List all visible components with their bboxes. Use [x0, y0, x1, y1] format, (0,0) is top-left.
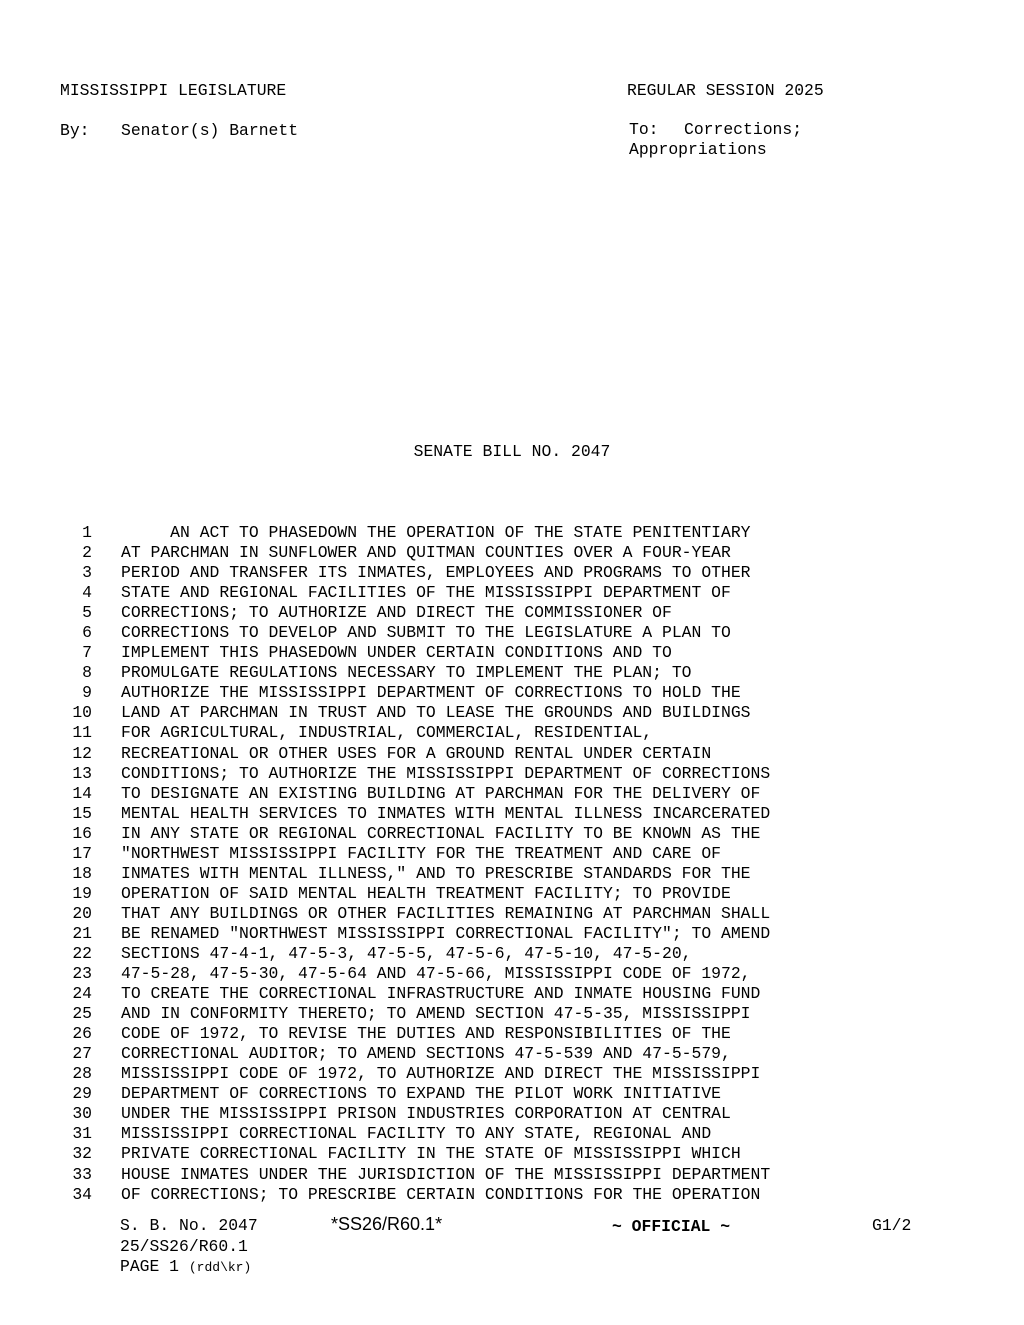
bill-line	[60, 1185, 940, 1205]
sponsor-label: By:	[60, 121, 90, 140]
line-number: 12	[72, 743, 92, 763]
bill-line	[60, 864, 940, 884]
line-text: "NORTHWEST MISSISSIPPI FACILITY FOR THE TREATMENT AND CARE OF	[121, 843, 721, 863]
line-text: INMATES WITH MENTAL ILLNESS," AND TO PRESCRIBE STANDARDS FOR THE	[121, 863, 751, 883]
line-number: 31	[72, 1124, 92, 1144]
bill-line	[60, 603, 940, 623]
bill-line	[60, 1044, 940, 1064]
line-text: PERIOD AND TRANSFER ITS INMATES, EMPLOYEES AND PROGRAMS TO OTHER	[121, 563, 751, 583]
typist-initials: (rdd\kr)	[188, 1260, 252, 1275]
line-number: 17	[72, 843, 92, 863]
bill-line	[60, 1124, 940, 1144]
line-number: 13	[72, 763, 92, 783]
line-number: 3	[82, 563, 92, 583]
line-text: CORRECTIONS TO DEVELOP AND SUBMIT TO THE LEGISLATURE A PLAN TO	[121, 623, 731, 643]
bill-line	[60, 1064, 940, 1084]
line-text: THAT ANY BUILDINGS OR OTHER FACILITIES REMAINING AT PARCHMAN SHALL	[121, 903, 771, 923]
line-number: 7	[82, 643, 92, 663]
line-number: 11	[72, 723, 92, 743]
line-text: CODE OF 1972, TO REVISE THE DUTIES AND RESPONSIBILITIES OF THE	[121, 1024, 731, 1044]
bill-line	[60, 543, 940, 563]
bill-title: SENATE BILL NO. 2047	[413, 442, 611, 461]
line-text: AND IN CONFORMITY THERETO; TO AMEND SECTION 47-5-35, MISSISSIPPI	[121, 1004, 751, 1024]
line-text: 47-5-28, 47-5-30, 47-5-64 AND 47-5-66, MISSISSIPPI CODE OF 1972,	[121, 964, 751, 984]
line-text: PRIVATE CORRECTIONAL FACILITY IN THE STATE OF MISSISSIPPI WHICH	[121, 1144, 741, 1164]
line-text: DEPARTMENT OF CORRECTIONS TO EXPAND THE PILOT WORK INITIATIVE	[121, 1084, 721, 1104]
bill-line	[60, 904, 940, 924]
line-number: 15	[72, 803, 92, 823]
line-number: 6	[82, 623, 92, 643]
line-number: 9	[82, 683, 92, 703]
line-text: CORRECTIONAL AUDITOR; TO AMEND SECTIONS 47-5-539 AND 47-5-579,	[121, 1044, 731, 1064]
bill-line	[60, 623, 940, 643]
line-text: IMPLEMENT THIS PHASEDOWN UNDER CERTAIN CONDITIONS AND TO	[121, 643, 672, 663]
line-number: 16	[72, 823, 92, 843]
line-text: LAND AT PARCHMAN IN TRUST AND TO LEASE THE GROUNDS AND BUILDINGS	[121, 703, 751, 723]
footer-document-id: 25/SS26/R60.1	[120, 1237, 248, 1256]
footer-page-code: G1/2	[872, 1216, 912, 1235]
line-text: FOR AGRICULTURAL, INDUSTRIAL, COMMERCIAL, RESIDENTIAL,	[121, 723, 653, 743]
line-number: 22	[72, 943, 92, 963]
line-number: 14	[72, 783, 92, 803]
referral-label: To:	[629, 120, 659, 139]
line-number: 32	[72, 1144, 92, 1164]
bill-line	[60, 1165, 940, 1185]
sponsor-line	[60, 121, 298, 141]
bill-line	[60, 1084, 940, 1104]
committee-referral	[629, 120, 802, 160]
line-number: 8	[82, 663, 92, 683]
bill-line	[60, 824, 940, 844]
line-text: MENTAL HEALTH SERVICES TO INMATES WITH MENTAL ILLNESS INCARCERATED	[121, 803, 771, 823]
footer-barcode-text: *SS26/R60.1*	[331, 1214, 443, 1234]
line-text: HOUSE INMATES UNDER THE JURISDICTION OF THE MISSISSIPPI DEPARTMENT	[121, 1164, 771, 1184]
bill-line	[60, 1104, 940, 1124]
line-number: 23	[72, 964, 92, 984]
bill-line	[60, 784, 940, 804]
bill-line	[60, 523, 940, 543]
line-number: 2	[82, 543, 92, 563]
bill-line	[60, 703, 940, 723]
bill-line	[60, 663, 940, 683]
referral-committee-1: Corrections;	[684, 120, 803, 139]
line-text: PROMULGATE REGULATIONS NECESSARY TO IMPLEMENT THE PLAN; TO	[121, 663, 692, 683]
line-text: CONDITIONS; TO AUTHORIZE THE MISSISSIPPI DEPARTMENT OF CORRECTIONS	[121, 763, 771, 783]
line-text: MISSISSIPPI CODE OF 1972, TO AUTHORIZE AND DIRECT THE MISSISSIPPI	[121, 1064, 761, 1084]
line-text: SECTIONS 47-4-1, 47-5-3, 47-5-5, 47-5-6, 47-5-10, 47-5-20,	[121, 943, 692, 963]
bill-line	[60, 563, 940, 583]
legislature-name: MISSISSIPPI LEGISLATURE	[60, 81, 287, 100]
line-number: 30	[72, 1104, 92, 1124]
line-text: TO DESIGNATE AN EXISTING BUILDING AT PARCHMAN FOR THE DELIVERY OF	[121, 783, 761, 803]
bill-line	[60, 723, 940, 743]
bill-line	[60, 884, 940, 904]
bill-line	[60, 944, 940, 964]
bill-line	[60, 844, 940, 864]
footer-official-mark: ~ OFFICIAL ~	[612, 1217, 731, 1236]
bill-text	[60, 523, 940, 1205]
line-number: 5	[82, 603, 92, 623]
bill-line	[60, 583, 940, 603]
line-text: OPERATION OF SAID MENTAL HEALTH TREATMENT FACILITY; TO PROVIDE	[121, 883, 731, 903]
bill-line	[60, 964, 940, 984]
line-number: 29	[72, 1084, 92, 1104]
line-number: 21	[72, 923, 92, 943]
line-text: CORRECTIONS; TO AUTHORIZE AND DIRECT THE COMMISSIONER OF	[121, 603, 672, 623]
bill-line	[60, 924, 940, 944]
line-text: OF CORRECTIONS; TO PRESCRIBE CERTAIN CONDITIONS FOR THE OPERATION	[121, 1184, 761, 1204]
bill-line	[60, 1144, 940, 1164]
line-number: 18	[72, 863, 92, 883]
bill-line	[60, 744, 940, 764]
line-text: STATE AND REGIONAL FACILITIES OF THE MISSISSIPPI DEPARTMENT OF	[121, 583, 731, 603]
referral-committee-2: Appropriations	[629, 140, 767, 159]
line-number: 20	[72, 903, 92, 923]
line-text: IN ANY STATE OR REGIONAL CORRECTIONAL FACILITY TO BE KNOWN AS THE	[121, 823, 761, 843]
line-number: 4	[82, 583, 92, 603]
line-text: AN ACT TO PHASEDOWN THE OPERATION OF THE STATE PENITENTIARY	[121, 523, 751, 542]
bill-line	[60, 764, 940, 784]
line-text: AT PARCHMAN IN SUNFLOWER AND QUITMAN COUNTIES OVER A FOUR-YEAR	[121, 543, 731, 563]
line-text: AUTHORIZE THE MISSISSIPPI DEPARTMENT OF CORRECTIONS TO HOLD THE	[121, 683, 741, 703]
line-number: 27	[72, 1044, 92, 1064]
bill-line	[60, 804, 940, 824]
bill-line	[60, 984, 940, 1004]
line-number: 26	[72, 1024, 92, 1044]
sponsor-name: Senator(s) Barnett	[121, 121, 299, 140]
footer-bill-reference: S. B. No. 2047	[120, 1216, 258, 1235]
line-number: 33	[72, 1164, 92, 1184]
line-number: 34	[72, 1184, 92, 1204]
line-text: TO CREATE THE CORRECTIONAL INFRASTRUCTURE AND INMATE HOUSING FUND	[121, 984, 761, 1004]
line-text: BE RENAMED "NORTHWEST MISSISSIPPI CORRECTIONAL FACILITY"; TO AMEND	[121, 923, 771, 943]
line-number: 19	[72, 883, 92, 903]
bill-line	[60, 1024, 940, 1044]
bill-line	[60, 683, 940, 703]
page-label: PAGE 1	[120, 1257, 180, 1276]
bill-line	[60, 1004, 940, 1024]
footer-page-number	[120, 1257, 251, 1278]
line-text: UNDER THE MISSISSIPPI PRISON INDUSTRIES CORPORATION AT CENTRAL	[121, 1104, 731, 1124]
line-number: 1	[82, 523, 92, 542]
line-number: 28	[72, 1064, 92, 1084]
session-label: REGULAR SESSION 2025	[627, 81, 824, 100]
line-number: 10	[72, 703, 92, 723]
line-text: MISSISSIPPI CORRECTIONAL FACILITY TO ANY STATE, REGIONAL AND	[121, 1124, 712, 1144]
line-text: RECREATIONAL OR OTHER USES FOR A GROUND RENTAL UNDER CERTAIN	[121, 743, 712, 763]
bill-line	[60, 643, 940, 663]
line-number: 24	[72, 984, 92, 1004]
line-number: 25	[72, 1004, 92, 1024]
